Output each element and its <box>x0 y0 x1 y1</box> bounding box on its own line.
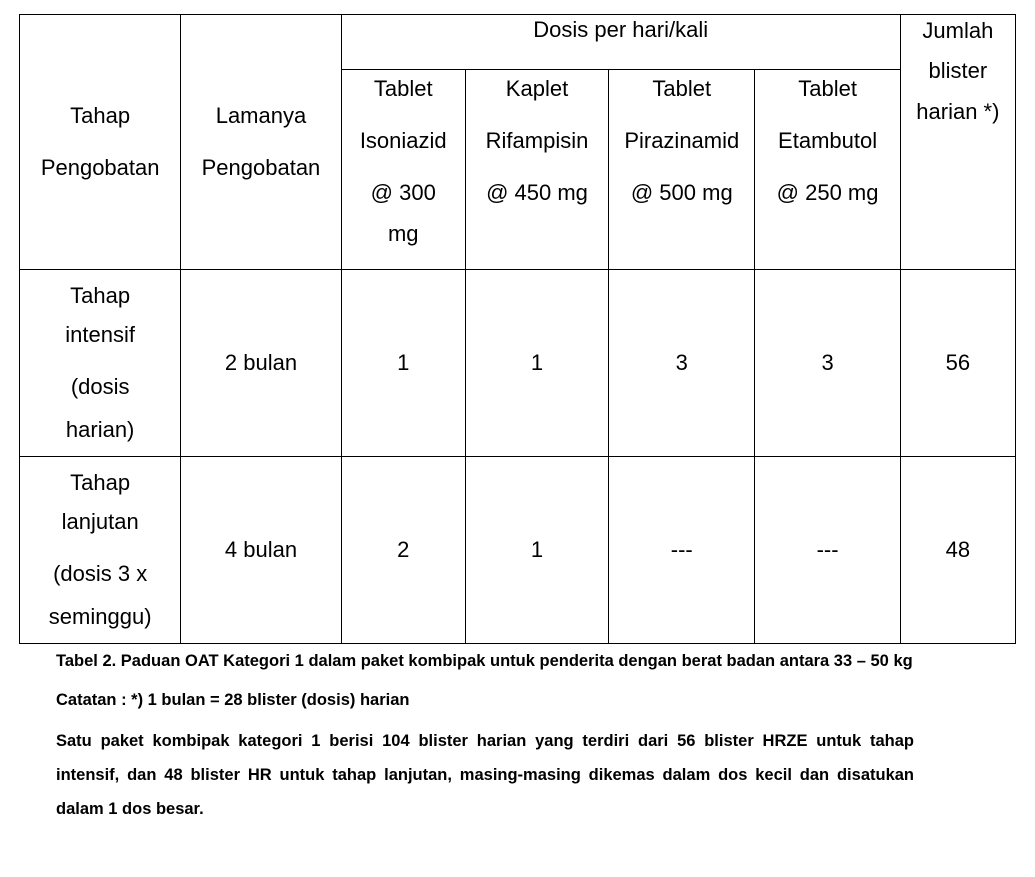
cell-rifampisin: 1 <box>465 270 608 457</box>
header-text: Pirazinamid <box>624 128 740 153</box>
table-row-lanjutan <box>20 457 1016 644</box>
header-text: Tahap <box>70 103 131 128</box>
cell-text: Tahap <box>70 470 131 495</box>
cell-pirazinamid: --- <box>609 457 755 644</box>
dosage-table <box>19 14 1016 644</box>
cell-text: lanjutan <box>61 509 139 534</box>
header-text: @ 500 mg <box>630 180 733 205</box>
header-text: Lamanya <box>215 103 307 128</box>
header-text: Pengobatan <box>40 155 160 180</box>
table-row-intensif <box>20 270 1016 457</box>
header-etambutol <box>755 70 900 270</box>
header-text: Tablet <box>652 76 712 101</box>
header-text: Etambutol <box>778 128 878 153</box>
cell-isoniazid: 2 <box>341 457 465 644</box>
header-text: Rifampisin <box>485 128 589 153</box>
header-tahap-pengobatan <box>20 15 181 270</box>
header-text: @ 250 mg <box>776 180 879 205</box>
header-row-1 <box>20 15 1016 70</box>
cell-rifampisin: 1 <box>465 457 608 644</box>
cell-jumlah: 48 <box>900 457 1015 644</box>
header-text: Tablet <box>373 76 433 101</box>
header-text: Pengobatan <box>201 155 321 180</box>
cell-lamanya: 4 bulan <box>181 457 341 644</box>
header-jumlah-blister <box>900 15 1015 270</box>
notes-section <box>56 645 914 826</box>
header-pirazinamid <box>609 70 755 270</box>
header-text: harian *) <box>916 99 1000 124</box>
header-text: Kaplet <box>505 76 569 101</box>
cell-text: (dosis 3 x <box>53 561 148 586</box>
header-dosis-group: Dosis per hari/kali <box>341 15 900 70</box>
cell-etambutol: 3 <box>755 270 900 457</box>
cell-tahap <box>20 270 181 457</box>
cell-text: seminggu) <box>48 604 152 629</box>
dosage-table-container <box>19 14 1016 644</box>
header-text: @ 300 <box>370 180 436 205</box>
cell-lamanya: 2 bulan <box>181 270 341 457</box>
cell-text: Tahap <box>70 283 131 308</box>
header-text: @ 450 mg <box>486 180 588 205</box>
description-paragraph: Satu paket kombipak kategori 1 berisi 104 blister harian yang terdiri dari 56 blister HRZE untuk tahap intensif, dan 48 blister HR untuk tahap lanjutan, masing-masing dikemas dalam dos kecil dan disatukan dalam 1 dos besar. <box>56 732 914 818</box>
cell-pirazinamid: 3 <box>609 270 755 457</box>
cell-tahap <box>20 457 181 644</box>
cell-text: harian) <box>65 417 135 442</box>
header-text: Tablet <box>798 76 857 101</box>
table-caption: Tabel 2. Paduan OAT Kategori 1 dalam paket kombipak untuk penderita dengan berat badan antara 33 – 50 kg <box>56 652 913 670</box>
header-text: Isoniazid <box>359 128 447 153</box>
header-text: mg <box>387 221 419 246</box>
header-rifampisin <box>465 70 608 270</box>
cell-isoniazid: 1 <box>341 270 465 457</box>
header-isoniazid <box>341 70 465 270</box>
cell-etambutol: --- <box>755 457 900 644</box>
cell-jumlah: 56 <box>900 270 1015 457</box>
cell-text: intensif <box>65 322 136 347</box>
header-lamanya-pengobatan <box>181 15 341 270</box>
table-note: Catatan : *) 1 bulan = 28 blister (dosis) harian <box>56 691 410 709</box>
header-text: Jumlah <box>922 18 994 43</box>
cell-text: (dosis <box>70 374 130 399</box>
header-text: blister <box>928 58 988 83</box>
